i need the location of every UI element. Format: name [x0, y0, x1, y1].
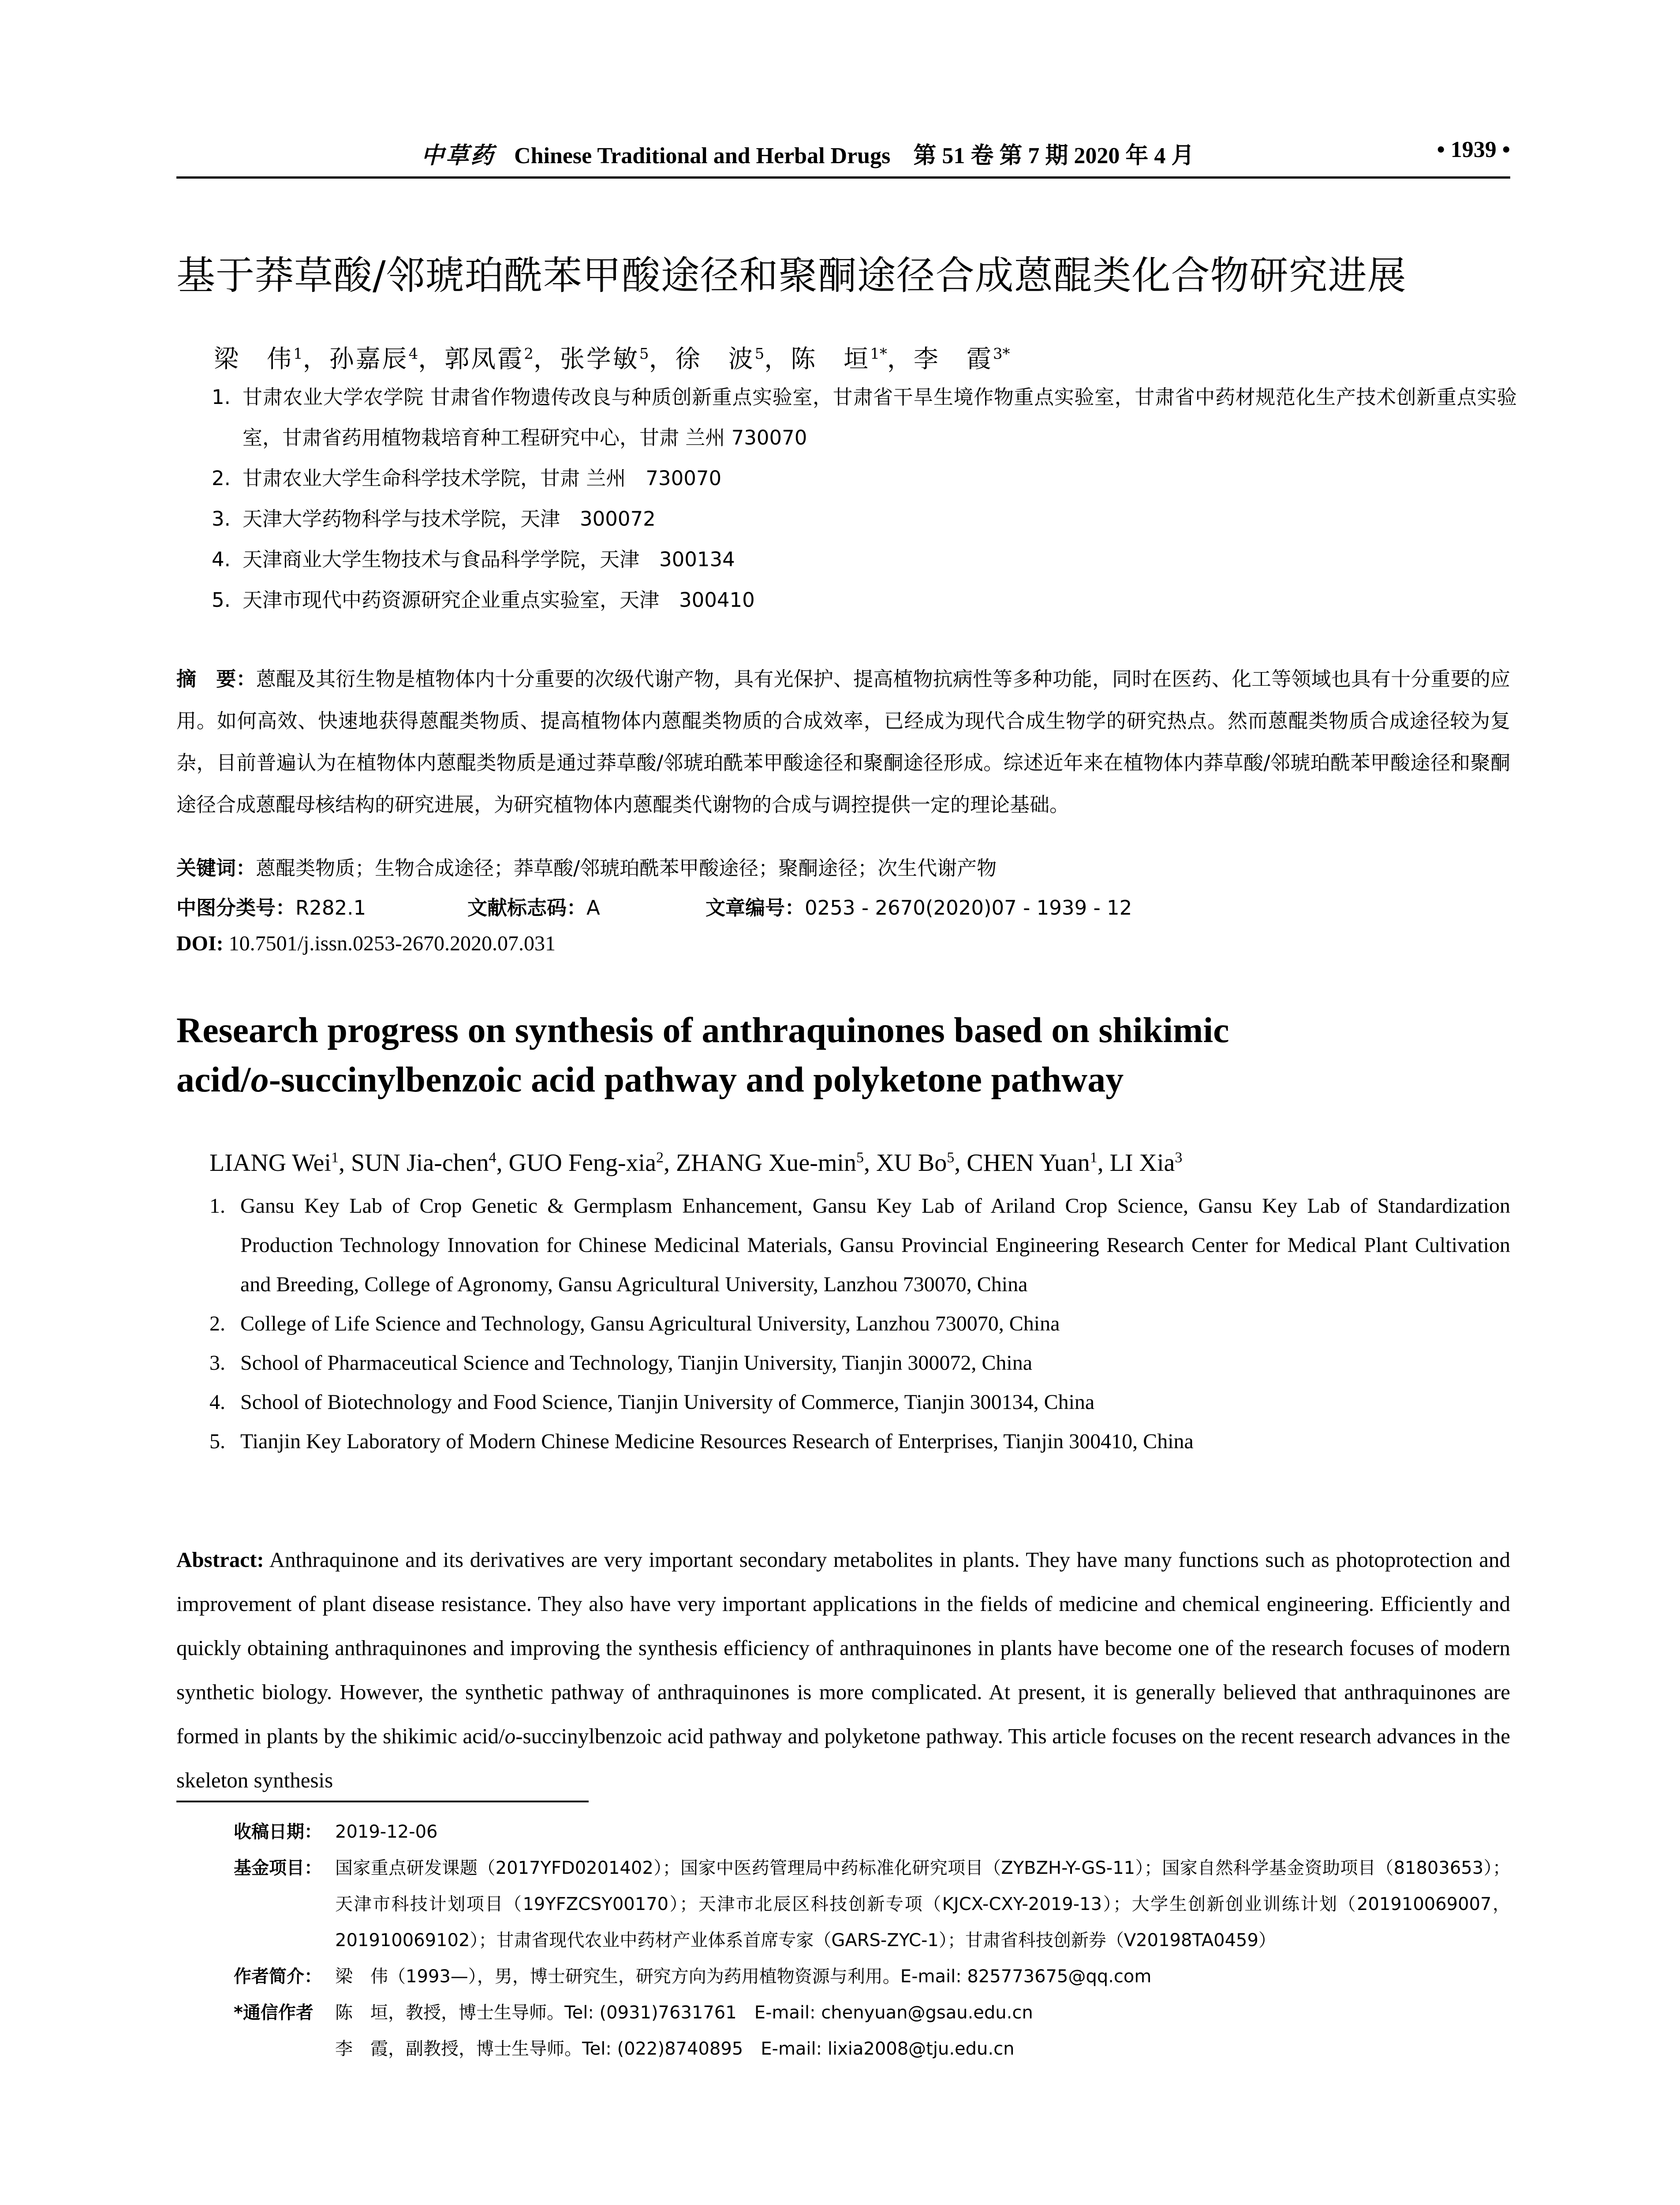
affiliation-item: 2. 甘肃农业大学生命科学技术学院，甘肃 兰州 730070: [212, 467, 722, 490]
affiliation-item: 1. Gansu Key Lab of Crop Genetic & Germplasm Enhancement, Gansu Key Lab of Ariland Crop Science, Gansu Key Lab of Standardization Production Technology Innovation for Chinese Medicinal Materials, Gansu Provincial Engineering Research Center for Medical Plant Cultivation and Breeding, College of Agronomy, Gansu Agricultural University, Lanzhou 730070, China: [209, 1194, 1510, 1296]
title-english: Research progress on synthesis of anthraquinones based on shikimic acid/o-succinylbenzoic acid pathway and polyketone pathway: [176, 1010, 1229, 1099]
author-cn: 梁 伟$^1$: [214, 345, 303, 374]
footnote-received: 收稿日期： 2019-12-06: [234, 1822, 438, 1842]
affiliation-item: 5. Tianjin Key Laboratory of Modern Chinese Medicine Resources Research of Enterprises, Tianjin 300410, China: [209, 1430, 1194, 1453]
abstract-label-en: Abstract:: [176, 1547, 264, 1572]
affiliation-item: 4. 天津商业大学生物技术与食品科学学院，天津 300134: [212, 548, 735, 571]
affiliation-item: 4. School of Biotechnology and Food Science, Tianjin University of Commerce, Tianjin 300134, China: [209, 1390, 1095, 1414]
abstract-english: Abstract: Anthraquinone and its derivatives are very important secondary metabolites in plants. They have many functions such as photoprotection and improvement of plant disease resistance. They also have very important applications in the fields of medicine and chemical engineering. Efficiently and quickly obtaining anthraquinones and improving the synthesis efficiency of anthraquinones in plants have become one of the research focuses of modern synthetic biology. However, the synthetic pathway of anthraquinones is more complicated. At present, it is generally believed that anthraquinones are formed in plants by the shikimic acid/o-succinylbenzoic acid pathway and polyketone pathway. This article focuses on the recent research advances in the skeleton synthesis: [176, 1547, 1511, 1792]
doi: DOI: 10.7501/j.issn.0253-2670.2020.07.031: [176, 932, 556, 955]
classification-line: 中图分类号：R282.1 文献标志码：A 文章编号：0253 - 2670(2020)07 - 1939 - 12: [176, 896, 1132, 919]
author-cn: 李 霞$^{3*}$: [913, 345, 1010, 374]
abstract-text-cn: 蒽醌及其衍生物是植物体内十分重要的次级代谢产物，具有光保护、提高植物抗病性等多种功能，同时在医药、化工等领域也具有十分重要的应用。如何高效、快速地获得蒽醌类物质、提高植物体内蒽醌类物质的合成效率，已经成为现代合成生物学的研究热点。然而蒽醌类物质合成途径较为复杂，目前普遍认为在植物体内蒽醌类物质是通过莽草酸/邻琥珀酰苯甲酸途径和聚酮途径形成。综述近年来在植物体内莽草酸/邻琥珀酰苯甲酸途径和聚酮途径合成蒽醌母核结构的研究进展，为研究植物体内蒽醌类代谢物的合成与调控提供一定的理论基础。: [176, 667, 1510, 816]
affiliation-item: 2. College of Life Science and Technology, Gansu Agricultural University, Lanzhou 730070, China: [209, 1312, 1060, 1335]
author-cn: 徐 波$^5$: [675, 345, 765, 374]
running-header: [176, 137, 1510, 168]
abstract-chinese: [176, 658, 1510, 826]
author-en: ZHANG Xue-$\min^5$: [676, 1149, 864, 1177]
journal-logo: 中草药: [421, 142, 496, 169]
affiliations-english: [209, 1186, 1510, 1461]
abstract-label-cn: 摘 要：: [176, 667, 256, 691]
title-chinese: 基于莽草酸/邻琥珀酰苯甲酸途径和聚酮途径合成蒽醌类化合物研究进展: [176, 253, 1407, 298]
author-en: CHEN Yuan$^1$: [967, 1149, 1098, 1177]
page-number: • 1939 •: [1437, 137, 1510, 162]
author-cn: 孙嘉辰$^4$: [329, 345, 418, 374]
keywords-chinese: 关键词：蒽醌类物质；生物合成途径；莽草酸/邻琥珀酰苯甲酸途径；聚酮途径；次生代谢产物: [176, 856, 997, 880]
author-cn: 陈 垣$^{1*}$: [791, 345, 887, 374]
footnote-corresponding-2: 李 霞，副教授，博士生导师。Tel: (022)8740895 E-mail: lixia2008@tju.edu.cn: [335, 2039, 1015, 2059]
author-en: LI Xia$^3$: [1109, 1149, 1183, 1177]
author-en: LIANG Wei$^1$: [209, 1149, 339, 1177]
journal-issue: Chinese Traditional and Herbal Drugs 第 51 卷 第 7 期 2020 年 4 月: [514, 143, 1195, 168]
footnote-funding: 基金项目： 国家重点研发课题（2017YFD0201402）；国家中医药管理局中药标准化研究项目（ZYBZH-Y-GS-11）；国家自然科学基金资助项目（81803653）；天津市科技计划项目（19YFZCSY00170）；天津市北辰区科技创新专项（KJCX-CXY-2019-13）；大学生创新创业训练计划（201910069007，201910069102）；甘肃省现代农业中药材产业体系首席专家（GARS-ZYC-1）；甘肃省科技创新券（V20198TA0459）: [234, 1858, 1510, 1951]
author-en: SUN Jia-chen$^4$: [351, 1149, 497, 1177]
author-en: XU Bo$^5$: [876, 1149, 955, 1177]
footnote-corresponding: *通信作者 陈 垣，教授，博士生导师。Tel: (0931)7631761 E-mail: chenyuan@gsau.edu.cn: [234, 2003, 1033, 2023]
authors-english: LIANG Wei$^1$, SUN Jia-chen$^4$, GUO Feng-xia$^2$, ZHANG Xue-$\min^5$, XU Bo$^5$, CHEN Yuan$^1$, LI Xia$^3$: [209, 1149, 1183, 1177]
authors-chinese: 梁 伟$^1$，孙嘉辰$^4$，郭凤霞$^2$，张学敏$^5$，徐 波$^5$，陈 垣$^{1*}$，李 霞$^{3*}$: [214, 345, 1010, 374]
journal-info: [421, 137, 1194, 170]
affiliations-chinese: [212, 377, 1517, 620]
footnote-author-bio: 作者简介： 梁 伟（1993—），男，博士研究生，研究方向为药用植物资源与利用。E-mail: 825773675@qq.com: [234, 1966, 1152, 1987]
author-cn: 郭凤霞$^2$: [444, 345, 534, 374]
author-cn: 张学敏$^5$: [560, 345, 649, 374]
author-en: GUO Feng-xia$^2$: [508, 1149, 664, 1177]
affiliation-item: 1. 甘肃农业大学农学院 甘肃省作物遗传改良与种质创新重点实验室，甘肃省干旱生境作物重点实验室，甘肃省中药材规范化生产技术创新重点实验室，甘肃省药用植物栽培育种工程研究中心，甘肃 兰州 730070: [212, 385, 1517, 449]
header-rule: [176, 176, 1510, 179]
affiliation-item: 3. School of Pharmaceutical Science and Technology, Tianjin University, Tianjin 300072, China: [209, 1351, 1032, 1375]
footnote-rule: [176, 1801, 589, 1802]
affiliation-item: 5. 天津市现代中药资源研究企业重点实验室，天津 300410: [212, 588, 755, 612]
affiliation-item: 3. 天津大学药物科学与技术学院，天津 300072: [212, 507, 656, 531]
